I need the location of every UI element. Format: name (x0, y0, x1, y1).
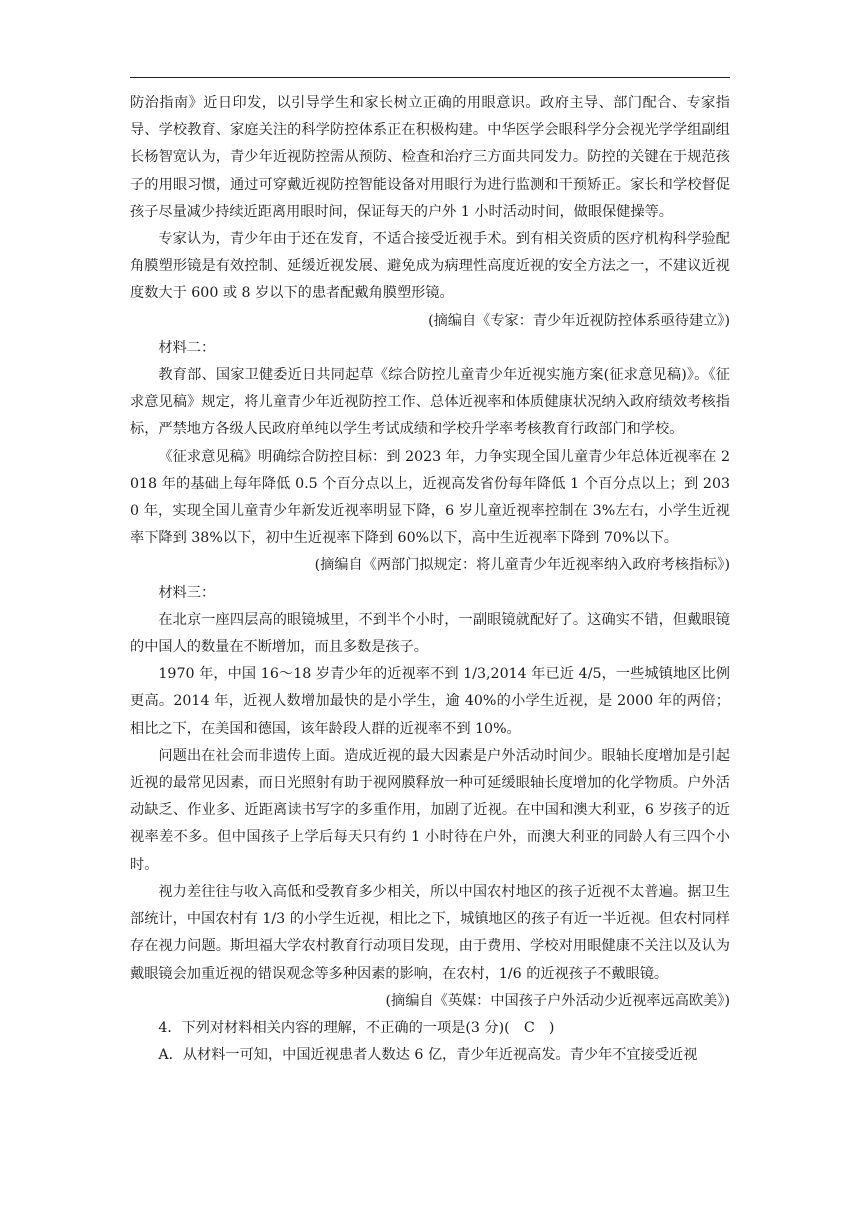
paragraph-targets: 《征求意见稿》明确综合防控目标：到 2023 年，力争实现全国儿童青少年总体近视率在 2018 年的基础上每年降低 0.5 个百分点以上，近视高发省份每年降低 1 个百分点以上；到 2030 年，实现全国儿童青少年新发近视率明显下降，6 岁儿童近视率控制在 3%左右，小学生近视率下降到 38%以下，初中生近视率下降到 60%以下，高中生近视率下降到 70%以下。 (130, 448, 730, 547)
question-4: 4．下列对材料相关内容的理解，不正确的一项是(3 分)( C ) (158, 1019, 555, 1036)
material-three-heading: 材料三： (158, 584, 216, 601)
option-a: A．从材料一可知，中国近视患者人数达 6 亿，青少年近视高发。青少年不宜接受近视 (158, 1047, 698, 1064)
paragraph-causes: 问题出在社会而非遗传上面。造成近视的最大因素是户外活动时间少。眼轴长度增加是引起近视的最常见因素，而日光照射有助于视网膜释放一种可延缓眼轴长度增加的化学物质。户外活动缺乏、作业多、近距离读书写字的多重作用，加剧了近视。在中国和澳大利亚，6 岁孩子的近视率差不多。但中国孩子上学后每天只有约 1 小时待在户外，而澳大利亚的同龄人有三四个小时。 (130, 747, 730, 873)
source-citation-3: (摘编自《英媒：中国孩子户外活动少近视率远高欧美》) (385, 992, 730, 1009)
paragraph-statistics: 1970 年，中国 16～18 岁青少年的近视率不到 1/3,2014 年已近 4/5，一些城镇地区比例更高。2014 年，近视人数增加最快的是小学生，逾 40%的小学生近视，是 2000 年的两倍；相比之下，在美国和德国，该年龄段人群的近视率不到 10%。 (130, 666, 730, 737)
paragraph-expert-view: 专家认为，青少年由于还在发育，不适合接受近视手术。到有相关资质的医疗机构科学验配角膜塑形镜是有效控制、延缓近视发展、避免成为病理性高度近视的安全方法之一，不建议近视度数大于 600 或 8 岁以下的患者配戴角膜塑形镜。 (130, 231, 730, 302)
document-body (130, 90, 730, 1069)
source-citation-1: (摘编自《专家：青少年近视防控体系亟待建立》) (428, 312, 730, 329)
paragraph-rural: 视力差往往与收入高低和受教育多少相关，所以中国农村地区的孩子近视不太普遍。据卫生部统计，中国农村有 1/3 的小学生近视，相比之下，城镇地区的孩子有近一半近视。但农村同样存在视力问题。斯坦福大学农村教育行动项目发现，由于费用、学校对用眼健康不关注以及认为戴眼镜会加重近视的错误观念等多种因素的影响，在农村，1/6 的近视孩子不戴眼镜。 (130, 883, 730, 982)
material-two-heading: 材料二： (158, 339, 216, 356)
header-rule (130, 77, 730, 78)
source-citation-2: (摘编自《两部门拟规定：将儿童青少年近视率纳入政府考核指标》) (314, 557, 730, 574)
paragraph-continued: 防治指南》近日印发，以引导学生和家长树立正确的用眼意识。政府主导、部门配合、专家指导、学校教育、家庭关注的科学防控体系正在积极构建。中华医学会眼科学分会视光学学组副组长杨智宽认为，青少年近视防控需从预防、检查和治疗三方面共同发力。防控的关键在于规范孩子的用眼习惯，通过可穿戴近视防控智能设备对用眼行为进行监测和干预矫正。家长和学校督促孩子尽量减少持续近距离用眼时间，保证每天的户外 1 小时活动时间，做眼保健操等。 (130, 95, 730, 220)
paragraph-glasses-city: 在北京一座四层高的眼镜城里，不到半个小时，一副眼镜就配好了。这确实不错，但戴眼镜的中国人的数量在不断增加，而且多数是孩子。 (130, 611, 730, 656)
paragraph-draft-plan: 教育部、国家卫健委近日共同起草《综合防控儿童青少年近视实施方案(征求意见稿)》。《征求意见稿》规定，将儿童青少年近视防控工作、总体近视率和体质健康状况纳入政府绩效考核指标，严禁地方各级人民政府单纯以学生考试成绩和学校升学率考核教育行政部门和学校。 (130, 367, 730, 438)
